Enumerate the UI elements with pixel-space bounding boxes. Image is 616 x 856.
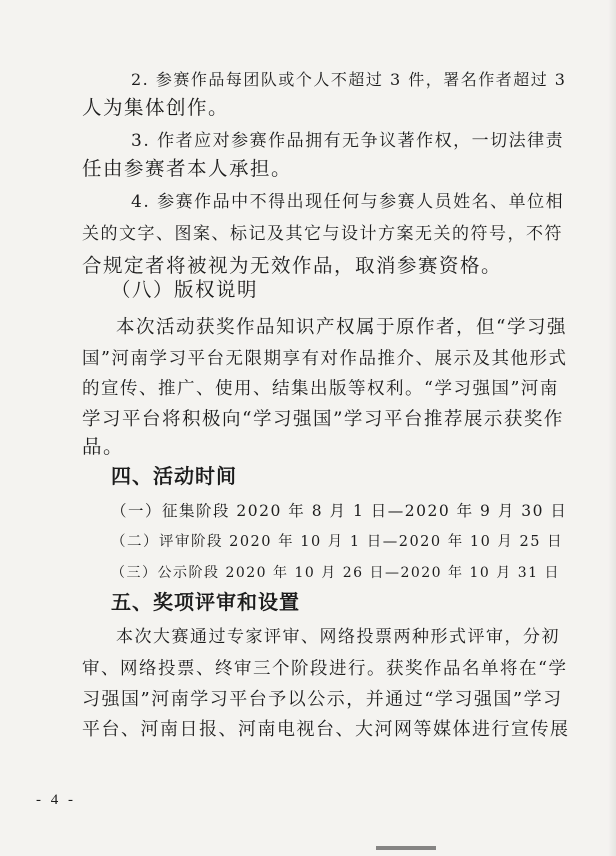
- rule2-line-2: 人为集体创作。: [82, 96, 230, 119]
- schedule-item-1: （一）征集阶段 2020 年 8 月 1 日—2020 年 9 月 30 日: [111, 502, 568, 520]
- awards-line-2: 审、网络投票、终审三个阶段进行。获奖作品名单将在“学: [82, 659, 568, 679]
- awards-line-3: 习强国”河南学习平台予以公示，并通过“学习强国”学习: [82, 689, 563, 710]
- awards-line-4: 平台、河南日报、河南电视台、大河网等媒体进行宣传展: [82, 719, 570, 740]
- copyright-line-4: 学习平台将积极向“学习强国”学习平台推荐展示获奖作: [82, 409, 564, 430]
- rule4-line-3: 合规定者将被视为无效作品，取消参赛资格。: [82, 254, 503, 277]
- scan-artifact: [376, 846, 436, 850]
- rule4-line-2: 关的文字、图案、标记及其它与设计方案无关的符号，不符: [82, 224, 563, 244]
- rule4-line-1: 4. 参赛作品中不得出现任何与参赛人员姓名、单位相: [131, 192, 565, 212]
- rule2-line-1: 2. 参赛作品每团队或个人不超过 3 件，署名作者超过 3: [131, 70, 567, 89]
- awards-line-1: 本次大赛通过专家评审、网络投票两种形式评审，分初: [116, 627, 560, 647]
- copyright-line-3: 的宣传、推广、使用、结集出版等权利。“学习强国”河南: [82, 379, 559, 399]
- copyright-line-5: 品。: [82, 435, 125, 458]
- copyright-line-1: 本次活动获奖作品知识产权属于原作者，但“学习强: [116, 317, 567, 338]
- schedule-item-2: （二）评审阶段 2020 年 10 月 1 日—2020 年 10 月 25 日: [111, 534, 564, 550]
- copyright-line-2: 国”河南学习平台无限期享有对作品推介、展示及其他形式: [82, 349, 568, 369]
- scan-edge-shadow: [608, 0, 616, 856]
- rule3-line-2: 任由参赛者本人承担。: [82, 157, 293, 180]
- schedule-heading: 四、活动时间: [111, 464, 237, 488]
- rule3-line-1: 3. 作者应对参赛作品拥有无争议著作权，一切法律责: [131, 131, 565, 151]
- copyright-heading: （八）版权说明: [111, 278, 259, 301]
- awards-heading: 五、奖项评审和设置: [111, 590, 300, 614]
- schedule-item-3: （三）公示阶段 2020 年 10 月 26 日—2020 年 10 月 31 日: [111, 565, 560, 581]
- page-number: - 4 -: [36, 792, 76, 808]
